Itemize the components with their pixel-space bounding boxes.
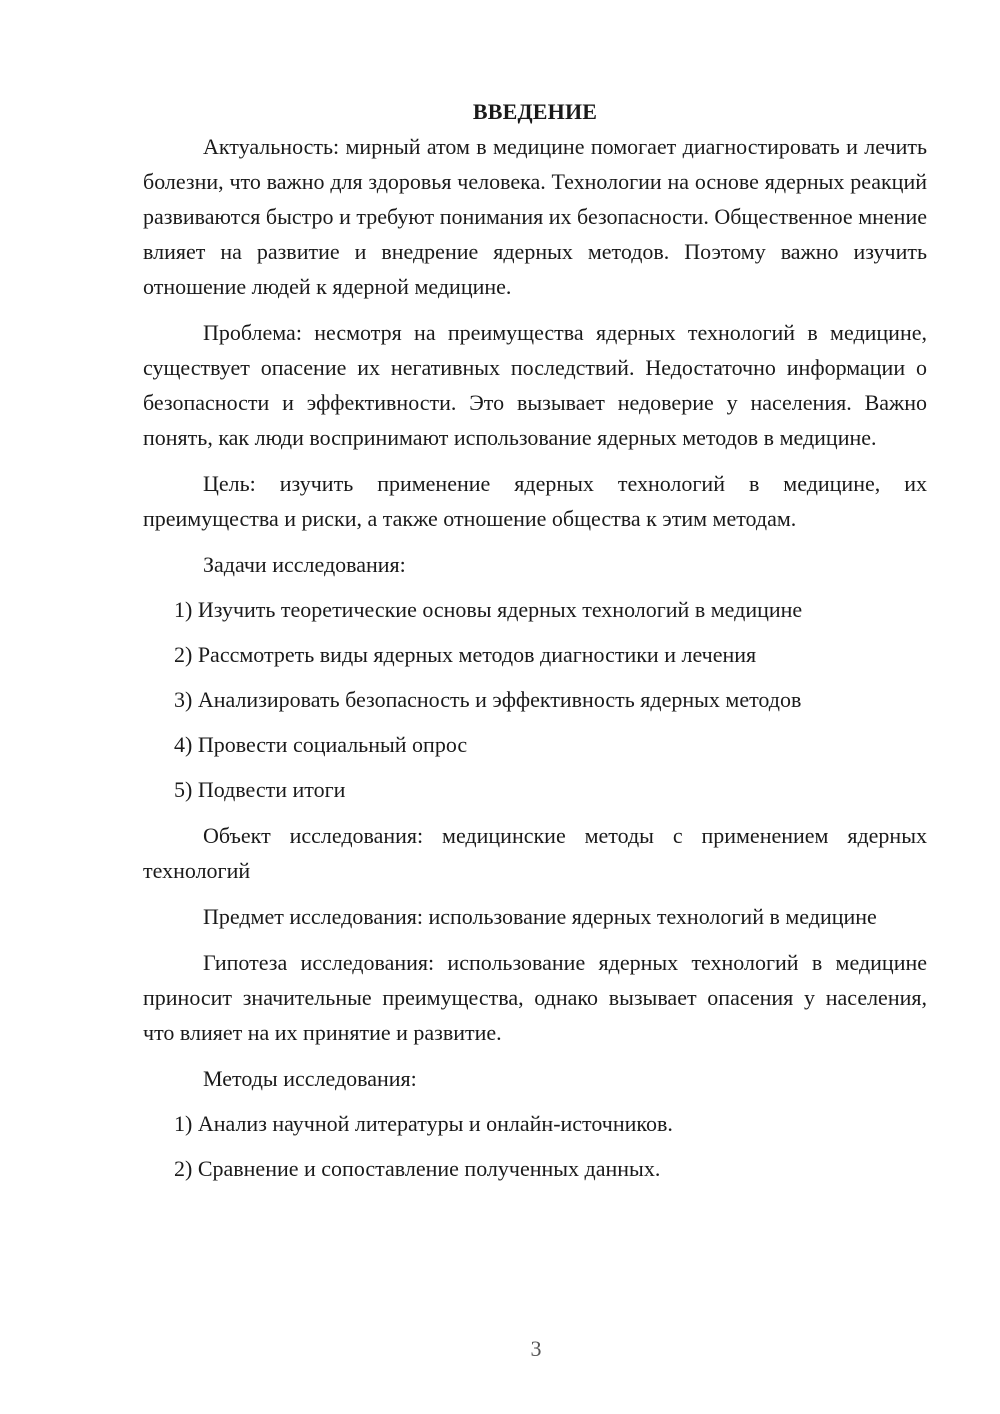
section-heading: ВВЕДЕНИЕ <box>472 99 598 124</box>
page-number: 3 <box>530 1336 542 1361</box>
paragraph-relevance: Актуальность: мирный атом в медицине помогает диагностировать и лечить болезни, что важно для здоровья человека. Технологии на основе ядерных реакций развиваются быстро и требуют понимания их безопасности. Общественное мнение влияет на развитие и внедрение ядерных методов. Поэтому важно изучить отношение людей к ядерной медицине. <box>143 134 927 299</box>
task-item: 4) Провести социальный опрос <box>174 732 468 757</box>
tasks-heading: Задачи исследования: <box>203 552 406 577</box>
task-item: 3) Анализировать безопасность и эффективность ядерных методов <box>174 687 802 712</box>
task-item: 1) Изучить теоретические основы ядерных технологий в медицине <box>174 597 803 622</box>
page-content <box>143 94 927 1186</box>
paragraph-problem: Проблема: несмотря на преимущества ядерных технологий в медицине, существует опасение их негативных последствий. Недостаточно информации о безопасности и эффективности. Это вызывает недоверие у населения. Важно понять, как люди воспринимают использование ядерных методов в медицине. <box>143 320 927 450</box>
paragraph-hypothesis: Гипотеза исследования: использование ядерных технологий в медицине приносит значительные преимущества, однако вызывает опасения у населения, что влияет на их принятие и развитие. <box>143 950 927 1045</box>
paragraph-object: Объект исследования: медицинские методы с применением ядерных технологий <box>143 823 927 883</box>
method-item: 1) Анализ научной литературы и онлайн-источников. <box>174 1111 673 1136</box>
method-item: 2) Сравнение и сопоставление полученных данных. <box>174 1156 661 1181</box>
paragraph-goal: Цель: изучить применение ядерных технологий в медицине, их преимущества и риски, а также отношение общества к этим методам. <box>143 471 927 531</box>
paragraph-subject: Предмет исследования: использование ядерных технологий в медицине <box>203 904 877 929</box>
task-item: 5) Подвести итоги <box>174 777 346 802</box>
methods-heading: Методы исследования: <box>203 1066 417 1091</box>
task-item: 2) Рассмотреть виды ядерных методов диагностики и лечения <box>174 642 757 667</box>
